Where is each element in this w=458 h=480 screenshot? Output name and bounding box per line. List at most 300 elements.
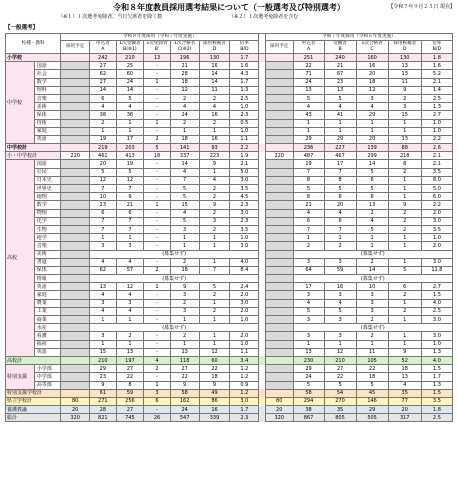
r7-value: 2: [388, 217, 421, 225]
r7-value: 11: [388, 78, 421, 86]
plan-cell-r7: [265, 283, 293, 291]
r8-value: 196: [170, 54, 199, 62]
r7-value: 29: [324, 135, 356, 143]
table-row: [6, 144, 453, 152]
r7-value: 52: [388, 356, 421, 364]
r7-value: 1: [293, 127, 324, 135]
r7-value: 1: [388, 185, 421, 193]
subject-label: 音楽: [34, 242, 61, 250]
plan-cell-r7: [265, 266, 293, 274]
r7-value: 6: [293, 217, 324, 225]
row-label: 中学校計: [6, 144, 61, 152]
column-gap: [259, 406, 266, 414]
subject-label: 情報: [34, 275, 61, 283]
r7-value: 3: [324, 332, 356, 340]
note-1: （※１）１次選考免除者、当日欠席者を除く数: [58, 14, 163, 20]
r7-value: 2: [388, 209, 421, 217]
r8-value: 2.3: [230, 217, 259, 225]
table-row: [6, 291, 453, 299]
table-row: [6, 414, 453, 422]
r8-value: 2: [199, 307, 230, 315]
subject-label: 技術: [34, 119, 61, 127]
column-gap: [259, 185, 266, 193]
r8-value: 9: [170, 381, 199, 389]
r8-value: -: [144, 373, 171, 381]
r7-value: 6: [388, 283, 421, 291]
table-row: [6, 307, 453, 315]
r8-value: 2.2: [230, 144, 259, 152]
r7-value: 15: [388, 111, 421, 119]
r7-value: 1: [388, 332, 421, 340]
r8-value: 1: [170, 234, 199, 242]
row-label: 県立学校計: [6, 397, 61, 405]
r8-value: 14: [116, 86, 144, 94]
r8-value: 24: [116, 78, 144, 86]
r8-value: 3.0: [230, 397, 259, 405]
r8-value: 210: [90, 356, 117, 364]
r7-value: 3.0: [421, 258, 452, 266]
subject-label: 物理: [34, 209, 61, 217]
row-label: 養護教諭: [6, 406, 61, 414]
r8-value: -: [144, 185, 171, 193]
r8-value: 7: [90, 225, 117, 233]
r7-value: 1.3: [421, 103, 452, 111]
plan-cell-r8: [61, 185, 90, 193]
r7-value: 8.0: [421, 176, 452, 184]
plan-cell-r7: [265, 201, 293, 209]
column-gap: [259, 258, 266, 266]
r8-value: 2: [199, 193, 230, 201]
r7-value: 4.0: [421, 299, 452, 307]
r8-value: 223: [199, 152, 230, 160]
r7-value: 1.0: [421, 119, 452, 127]
r7-value: 7: [293, 168, 324, 176]
r7-value: 1: [388, 242, 421, 250]
row-label: 小・中学校計: [6, 152, 61, 160]
column-gap: [259, 144, 266, 152]
r7-value: 2.1: [421, 78, 452, 86]
r8-value: -: [144, 160, 171, 168]
header-r8-col: 1次受験者 B(※1): [116, 41, 144, 54]
plan-cell-r8: [61, 103, 90, 111]
r8-value: 162: [170, 397, 199, 405]
r7-value: 8: [324, 176, 356, 184]
r7-value: 4: [356, 103, 388, 111]
plan-cell-r7: [265, 86, 293, 94]
r8-value: 27: [90, 78, 117, 86]
table-row: [6, 258, 453, 266]
r8-value: 18: [144, 152, 171, 160]
plan-cell-r8: [61, 78, 90, 86]
r7-value: 1: [388, 340, 421, 348]
group-label: 中学校: [6, 62, 35, 144]
r7-value: 2: [293, 242, 324, 250]
table-row: [6, 152, 453, 160]
r8-value: -: [144, 316, 171, 324]
plan-cell-r8: [61, 217, 90, 225]
column-gap: [259, 103, 266, 111]
subject-label: 英語: [34, 283, 61, 291]
subject-label: 家庭: [34, 127, 61, 135]
r8-value: 62: [90, 266, 117, 274]
r8-value: 8.4: [230, 266, 259, 274]
r8-value: 4: [116, 103, 144, 111]
r7-value: 487: [293, 152, 324, 160]
r7-value: 20: [388, 406, 421, 414]
r8-value: 4: [116, 307, 144, 315]
plan-cell-r8: 20: [61, 406, 90, 414]
r7-value: 14: [356, 266, 388, 274]
r8-value: 1.9: [230, 152, 259, 160]
r8-value: 3: [170, 225, 199, 233]
r7-value: 2.6: [421, 144, 452, 152]
column-gap: [259, 250, 266, 258]
r8-value: 61: [90, 389, 117, 397]
r8-value: 547: [170, 414, 199, 422]
r7-value: 1: [356, 119, 388, 127]
r7-value: 5: [293, 381, 324, 389]
r7-value: 2: [356, 258, 388, 266]
subject-label: 理科: [34, 86, 61, 94]
plan-cell-r8: [61, 299, 90, 307]
r8-value: 16: [199, 62, 230, 70]
header-kind: 校種・教科: [6, 34, 61, 54]
r7-value: 4: [324, 299, 356, 307]
subject-label: 日本史: [34, 176, 61, 184]
r8-value: 2: [170, 299, 199, 307]
r8-value: 18: [170, 266, 199, 274]
r8-value: 27: [116, 365, 144, 373]
column-gap: [259, 299, 266, 307]
header-plan-r8: 採用予定: [61, 41, 90, 54]
table-row: [6, 275, 453, 283]
plan-cell-r7: [265, 111, 293, 119]
plan-cell-r7: [265, 135, 293, 143]
r8-value: 1: [199, 316, 230, 324]
table-row: [6, 348, 453, 356]
r7-value: 5.2: [421, 70, 452, 78]
r8-value: 49: [199, 389, 230, 397]
plan-cell-r7: [265, 389, 293, 397]
r8-value: 271: [90, 397, 117, 405]
r8-value: 1: [116, 316, 144, 324]
table-row: [6, 168, 453, 176]
r8-value: -: [144, 340, 171, 348]
r7-value: 2: [388, 291, 421, 299]
r8-value: 4: [90, 103, 117, 111]
plan-cell-r7: [265, 185, 293, 193]
table-row: [6, 62, 453, 70]
r8-value: 12: [116, 283, 144, 291]
r8-value: 22: [116, 373, 144, 381]
r8-value: 9: [170, 283, 199, 291]
r7-value: 21: [293, 201, 324, 209]
r8-value: 821: [90, 414, 117, 422]
r7-value: 3: [388, 103, 421, 111]
table-row: [6, 54, 453, 62]
r7-value: 1.7: [421, 373, 452, 381]
r7-value: 19: [293, 160, 324, 168]
r8-value: 1.2: [230, 373, 259, 381]
r8-value: 2: [144, 266, 171, 274]
r8-value: 1: [199, 168, 230, 176]
r7-value: 29: [293, 135, 324, 143]
column-gap: [259, 291, 266, 299]
r7-value: 23: [324, 78, 356, 86]
r8-value: 60: [199, 356, 230, 364]
table-row: [6, 340, 453, 348]
r7-value: 2.2: [421, 201, 452, 209]
r7-value: 43: [293, 111, 324, 119]
r8-value: 4: [90, 307, 117, 315]
r8-value: 58: [170, 389, 199, 397]
r7-value: 2: [356, 209, 388, 217]
r8-value: 2: [199, 291, 230, 299]
r7-value: 299: [356, 152, 388, 160]
r8-value: 118: [170, 356, 199, 364]
not-recruited-r8: (募集せず): [90, 324, 259, 332]
r7-value: 1: [324, 234, 356, 242]
plan-cell-r7: [265, 144, 293, 152]
plan-cell-r8: [61, 258, 90, 266]
table-row: [6, 70, 453, 78]
r8-value: 1: [144, 201, 171, 209]
table-row: [6, 225, 453, 233]
r7-value: 13: [293, 86, 324, 94]
r8-value: 2: [144, 365, 171, 373]
plan-cell-r8: 80: [61, 397, 90, 405]
plan-cell-r7: [265, 94, 293, 102]
plan-cell-r8: [61, 209, 90, 217]
r8-value: 3: [199, 217, 230, 225]
r8-value: 4: [116, 291, 144, 299]
r8-value: -: [144, 94, 171, 102]
r8-value: 1: [90, 234, 117, 242]
r8-value: 27: [170, 365, 199, 373]
r7-value: 5: [356, 381, 388, 389]
r7-value: 2: [388, 168, 421, 176]
table-row: [6, 86, 453, 94]
column-gap: [259, 275, 266, 283]
r7-value: 13: [388, 70, 421, 78]
r7-value: 294: [293, 397, 324, 405]
plan-cell-r7: [265, 209, 293, 217]
plan-cell-r8: [61, 168, 90, 176]
r7-value: 38: [293, 406, 324, 414]
r8-value: 18: [170, 135, 199, 143]
r8-value: 93: [199, 144, 230, 152]
r7-value: 13: [324, 86, 356, 94]
r7-value: 13: [388, 373, 421, 381]
r8-value: 1: [144, 119, 171, 127]
r8-value: 210: [116, 54, 144, 62]
r8-value: 11: [199, 86, 230, 94]
plan-cell-r7: [265, 127, 293, 135]
r8-value: -: [144, 258, 171, 266]
r7-value: 24: [293, 78, 324, 86]
r8-value: 7: [170, 176, 199, 184]
column-gap: [259, 217, 266, 225]
plan-cell-r7: [265, 242, 293, 250]
r7-value: 210: [324, 356, 356, 364]
r7-value: 16: [324, 283, 356, 291]
r7-value: 3.5: [421, 168, 452, 176]
r8-value: 1: [170, 316, 199, 324]
r7-value: 1.0: [421, 340, 452, 348]
subject-label: 国語: [34, 160, 61, 168]
r7-value: 1: [324, 119, 356, 127]
r8-value: 20: [90, 160, 117, 168]
subject-label: 書道: [34, 258, 61, 266]
r8-value: 337: [170, 152, 199, 160]
r8-value: 12: [170, 86, 199, 94]
column-gap: [259, 365, 266, 373]
r8-value: 2.0: [230, 332, 259, 340]
r7-value: 4: [293, 103, 324, 111]
r8-value: 14: [90, 86, 117, 94]
r7-value: 1.3: [421, 381, 452, 389]
r8-value: 1: [170, 127, 199, 135]
r8-value: 1: [170, 242, 199, 250]
column-gap: [259, 316, 266, 324]
table-row: [6, 299, 453, 307]
r7-value: 18: [388, 365, 421, 373]
column-gap: [259, 127, 266, 135]
subject-label: 公民: [34, 168, 61, 176]
r7-value: 1: [388, 176, 421, 184]
r7-value: 2.5: [421, 307, 452, 315]
plan-cell-r8: [61, 70, 90, 78]
subject-label: 福祉: [34, 340, 61, 348]
r8-value: 2: [90, 119, 117, 127]
column-gap: [259, 225, 266, 233]
header-r7-col: 採用候補者 D: [388, 41, 421, 54]
not-recruited-r7: (募集せず): [293, 250, 452, 258]
r7-value: 29: [293, 365, 324, 373]
r7-value: 6.0: [421, 193, 452, 201]
r8-value: 17: [116, 135, 144, 143]
r7-value: 2.5: [421, 414, 452, 422]
r7-value: 105: [356, 356, 388, 364]
r8-value: 59: [116, 389, 144, 397]
plan-cell-r7: [265, 348, 293, 356]
r8-value: 7: [90, 185, 117, 193]
r8-value: 3: [90, 299, 117, 307]
table-row: [6, 103, 453, 111]
r8-value: 13: [170, 348, 199, 356]
r8-value: 3: [170, 291, 199, 299]
column-gap: [259, 119, 266, 127]
subject-label: 生物: [34, 225, 61, 233]
r8-value: 13: [90, 283, 117, 291]
r7-value: 1: [388, 316, 421, 324]
r8-value: 86: [199, 397, 230, 405]
r8-value: 2.0: [230, 307, 259, 315]
plan-cell-r7: [265, 299, 293, 307]
r8-value: 13: [116, 348, 144, 356]
r8-value: 7: [90, 217, 117, 225]
r8-value: 24: [170, 111, 199, 119]
r7-value: 24: [293, 373, 324, 381]
column-gap: [259, 86, 266, 94]
r8-value: -: [144, 103, 171, 111]
r7-value: 270: [324, 397, 356, 405]
r8-value: 27: [90, 62, 117, 70]
r8-value: 1: [90, 127, 117, 135]
r7-value: 6: [324, 217, 356, 225]
r7-value: 9: [388, 348, 421, 356]
table-row: [6, 193, 453, 201]
r8-value: 2: [170, 119, 199, 127]
subject-label: 高等部: [34, 381, 61, 389]
column-gap: [259, 168, 266, 176]
r8-value: 3: [90, 242, 117, 250]
r8-value: 1: [199, 258, 230, 266]
r8-value: 1: [199, 332, 230, 340]
column-gap: [259, 70, 266, 78]
r8-value: -: [144, 225, 171, 233]
r8-value: 3.0: [230, 209, 259, 217]
r8-value: 18: [199, 373, 230, 381]
r7-value: 4.0: [421, 356, 452, 364]
r8-value: 2: [170, 94, 199, 102]
r7-value: 5: [356, 225, 388, 233]
table-row: [6, 356, 453, 364]
plan-cell-r8: [61, 356, 90, 364]
r8-value: 3.4: [230, 356, 259, 364]
column-gap: [259, 397, 266, 405]
subject-label: 美術: [34, 103, 61, 111]
subject-label: 小学部: [34, 365, 61, 373]
subject-label: 英語: [34, 348, 61, 356]
plan-cell-r8: [61, 373, 90, 381]
r8-value: 12: [90, 176, 117, 184]
r8-value: 13: [144, 54, 171, 62]
page-title: 令和８年度教員採用選考結果について（一般選考及び特別選考）: [113, 3, 345, 12]
r8-value: -: [144, 406, 171, 414]
r8-value: 2: [144, 135, 171, 143]
plan-cell-r8: [61, 275, 90, 283]
header-r7-col: 倍率 B/D: [421, 41, 452, 54]
r8-value: 203: [116, 144, 144, 152]
r8-value: 29: [90, 365, 117, 373]
r8-value: 8: [116, 381, 144, 389]
header-r8-col: 1次合格者 C(※2): [170, 41, 199, 54]
table-row: [6, 176, 453, 184]
column-gap: [259, 242, 266, 250]
r8-value: -: [144, 299, 171, 307]
r8-value: 219: [90, 144, 117, 152]
r8-value: -: [144, 176, 171, 184]
r7-value: 4: [324, 103, 356, 111]
r8-value: 3: [90, 332, 117, 340]
r8-value: 38: [90, 111, 117, 119]
r8-value: 7: [116, 217, 144, 225]
r7-value: 12: [324, 348, 356, 356]
plan-cell-r7: [265, 332, 293, 340]
r7-value: 1: [356, 234, 388, 242]
table-row: [6, 119, 453, 127]
r8-value: 3.0: [230, 176, 259, 184]
column-gap: [259, 234, 266, 242]
r7-value: 13: [293, 348, 324, 356]
r8-value: 21: [116, 201, 144, 209]
r7-value: 29: [356, 111, 388, 119]
plan-cell-r8: [61, 389, 90, 397]
r8-value: 6: [90, 209, 117, 217]
r7-value: 1: [356, 127, 388, 135]
r8-value: 4: [199, 176, 230, 184]
